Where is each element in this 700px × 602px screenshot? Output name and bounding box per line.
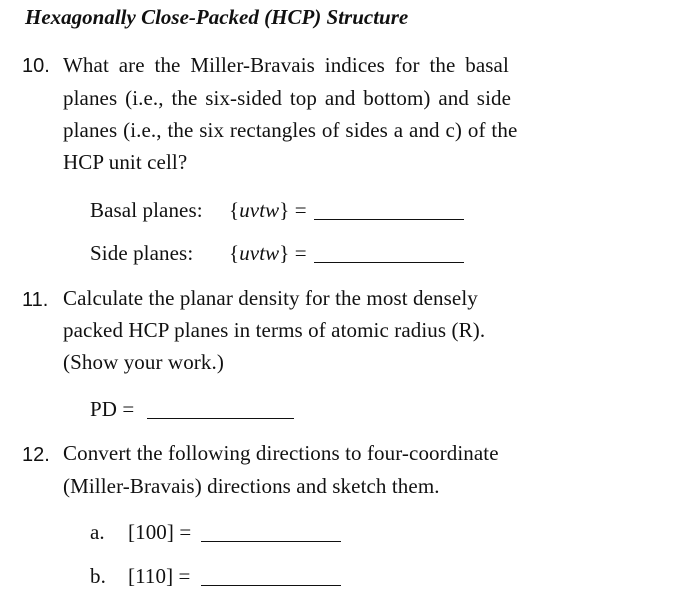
basal-planes-label: Basal planes: [90,198,203,222]
part-b-answer-field[interactable] [201,569,341,586]
part-a-label: a. [90,520,105,544]
question-10-line-1: What are the Miller-Bravais indices for the basal [63,53,509,77]
part-b-label: b. [90,564,106,588]
page-title: Hexagonally Close-Packed (HCP) Structure [25,5,409,29]
question-12-number: 12. [22,444,50,466]
part-a-direction: [100] = [128,520,192,544]
question-11-number: 11. [22,289,49,311]
brace-open: { [229,241,240,265]
brace-close-equals: } = [279,198,307,222]
question-10-number: 10. [22,55,50,77]
part-a-answer-field[interactable] [201,525,341,542]
brace-close-equals: } = [279,241,307,265]
question-11-line-3: (Show your work.) [63,350,224,374]
question-12-line-1: Convert the following directions to four-coordinate [63,441,499,465]
basal-planes-formula [229,198,307,223]
side-indices: uvtw [239,241,280,265]
pd-answer-field[interactable] [147,402,294,419]
basal-planes-answer-field[interactable] [314,203,464,220]
question-12-line-2: (Miller-Bravais) directions and sketch them. [63,474,440,498]
question-10-line-3: planes (i.e., the six rectangles of sides a and c) of the [63,118,518,142]
question-11-line-1: Calculate the planar density for the most densely [63,286,478,310]
pd-label: PD = [90,397,135,421]
side-planes-label: Side planes: [90,241,194,265]
question-10-line-2: planes (i.e., the six-sided top and bottom) and side [63,86,512,110]
basal-indices: uvtw [239,198,280,222]
side-planes-formula [229,241,307,266]
question-11-line-2: packed HCP planes in terms of atomic radius (R). [63,318,486,342]
brace-open: { [229,198,240,222]
question-10-line-4: HCP unit cell? [63,150,188,174]
part-b-direction: [110] = [128,564,191,588]
side-planes-answer-field[interactable] [314,246,464,263]
